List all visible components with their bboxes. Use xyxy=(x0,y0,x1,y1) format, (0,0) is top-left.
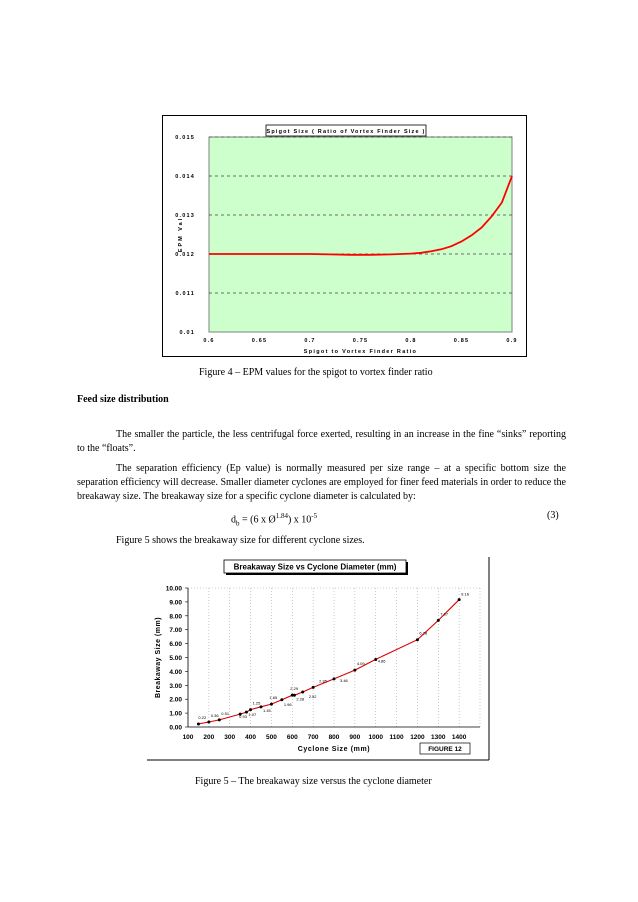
data-point xyxy=(416,638,419,641)
data-point xyxy=(197,722,200,725)
x-axis-label: Spigot to Vortex Finder Ratio xyxy=(303,349,418,355)
paragraph-2 xyxy=(77,462,566,504)
equation-rhs-sup: 1.84 xyxy=(275,512,288,520)
equation-lhs-sub: b xyxy=(236,519,240,528)
x-tick-label: 1000 xyxy=(368,734,383,741)
breakaway-chart xyxy=(146,556,490,762)
data-point xyxy=(437,619,440,622)
data-point xyxy=(458,598,461,601)
x-tick-label: 0.85 xyxy=(453,338,470,344)
y-tick-label: 1.00 xyxy=(169,710,182,718)
y-tick-label: 8.00 xyxy=(169,613,182,621)
x-tick-label: 1300 xyxy=(431,734,446,741)
x-tick-label: 0.6 xyxy=(203,338,215,344)
x-tick-label: 500 xyxy=(265,734,277,741)
figure-4-caption: Figure 4 – EPM values for the spigot to vortex finder ratio xyxy=(199,367,433,378)
chart-title: Breakaway Size vs Cyclone Diameter (mm) xyxy=(233,562,397,572)
paragraph-2-text: The separation efficiency (Ep value) is normally measured per size range – at a specific bottom size the separation efficiency will decrease. Smaller diameter cyclones are employed for finer feed materials in order to reduce the breakaway size. The breakaway size for a specific cyclone diameter is calculated by: xyxy=(77,463,566,502)
y-tick-label: 7.00 xyxy=(169,627,182,635)
x-tick-label: 1100 xyxy=(389,734,404,741)
data-label: 1.25 xyxy=(252,700,261,706)
x-tick-label: 0.8 xyxy=(405,338,417,344)
equation-lhs: d xyxy=(231,514,236,526)
x-tick-label: 200 xyxy=(203,734,215,741)
data-label: 4.86 xyxy=(377,658,386,664)
section-heading: Feed size distribution xyxy=(77,394,169,405)
data-label: 0.22 xyxy=(198,714,207,720)
data-label: 1.65 xyxy=(269,695,278,701)
y-tick-label: 0.011 xyxy=(175,291,195,297)
y-axis-label: EPM Val xyxy=(178,216,184,253)
x-tick-label: 1200 xyxy=(410,734,425,741)
data-point xyxy=(249,708,252,711)
data-label: 3.46 xyxy=(340,677,348,683)
equation-number: (3) xyxy=(547,510,559,521)
figure-5-intro: Figure 5 shows the breakaway size for different cyclone sizes. xyxy=(116,535,365,546)
data-point xyxy=(301,690,304,693)
x-tick-label: 0.65 xyxy=(251,338,268,344)
data-label: 4.09 xyxy=(356,661,365,667)
equation-rhs-sup2: -5 xyxy=(311,512,318,520)
y-tick-label: 0.00 xyxy=(169,724,182,732)
data-label: 9.16 xyxy=(461,591,469,597)
paragraph-1-text: The smaller the particle, the less centrifugal force exerted, resulting in an increase in the fine “sinks” reporting to the “floats”. xyxy=(77,429,566,454)
x-tick-label: 0.75 xyxy=(352,338,369,344)
y-tick-label: 3.00 xyxy=(169,682,182,690)
y-tick-label: 5.00 xyxy=(169,655,182,662)
x-tick-label: 1400 xyxy=(451,734,467,741)
data-point xyxy=(333,677,336,680)
y-tick-label: 6.00 xyxy=(169,641,182,649)
figure-5-caption: Figure 5 – The breakaway size versus the cyclone diameter xyxy=(195,776,432,787)
equation-rhs-a: = (6 x Ø xyxy=(239,514,276,526)
y-tick-label: 0.012 xyxy=(175,252,195,258)
x-tick-label: 0.9 xyxy=(506,338,518,344)
data-label: 2.85 xyxy=(319,678,327,684)
x-tick-label: 400 xyxy=(245,734,257,741)
data-label: 0.36 xyxy=(210,712,219,718)
x-tick-label: 700 xyxy=(307,734,319,741)
x-tick-label: 300 xyxy=(224,734,236,741)
chart-title: Spigot Size ( Ratio of Vortex Finder Size ) xyxy=(266,129,426,135)
data-point xyxy=(353,669,356,672)
equation xyxy=(231,509,317,530)
data-point xyxy=(270,703,273,706)
equation-rhs-b: ) x 10 xyxy=(287,514,312,526)
paragraph-1 xyxy=(77,428,566,456)
y-tick-label: 0.013 xyxy=(175,213,195,219)
y-tick-label: 0.01 xyxy=(179,330,195,336)
data-label: 0.93 xyxy=(239,714,247,720)
x-tick-label: 900 xyxy=(349,734,361,741)
y-tick-label: 10.00 xyxy=(165,585,182,593)
x-tick-label: 600 xyxy=(286,734,298,741)
x-axis-label: Cyclone Size (mm) xyxy=(297,746,371,753)
y-tick-label: 0.015 xyxy=(175,135,195,141)
data-label: 2.29 xyxy=(290,686,299,692)
y-tick-label: 4.00 xyxy=(169,668,182,676)
figure-4 xyxy=(162,115,527,357)
chart-frame xyxy=(147,557,489,761)
x-tick-label: 0.7 xyxy=(304,338,316,344)
epm-chart xyxy=(162,115,527,357)
figure-5 xyxy=(146,556,490,762)
data-label: 0.51 xyxy=(221,710,230,716)
data-label: 1.07 xyxy=(248,712,257,718)
data-point xyxy=(312,686,315,689)
x-tick-label: 100 xyxy=(182,734,194,741)
data-label: 6.28 xyxy=(419,630,428,636)
data-label: 1.96 xyxy=(283,701,292,707)
data-point xyxy=(218,718,221,721)
data-label: 1.45 xyxy=(263,707,271,713)
plot-area xyxy=(209,137,512,332)
y-axis-label: Breakaway Size (mm) xyxy=(155,616,162,699)
x-tick-label: 800 xyxy=(328,734,340,741)
data-label: 7.67 xyxy=(440,611,449,617)
data-label: 2.28 xyxy=(296,696,305,702)
data-label: 2.52 xyxy=(308,693,317,699)
figure-tag: FIGURE 12 xyxy=(428,746,462,753)
y-tick-label: 2.00 xyxy=(169,696,182,704)
y-tick-label: 0.014 xyxy=(175,174,195,180)
y-tick-label: 9.00 xyxy=(169,599,182,607)
data-point xyxy=(207,720,210,723)
